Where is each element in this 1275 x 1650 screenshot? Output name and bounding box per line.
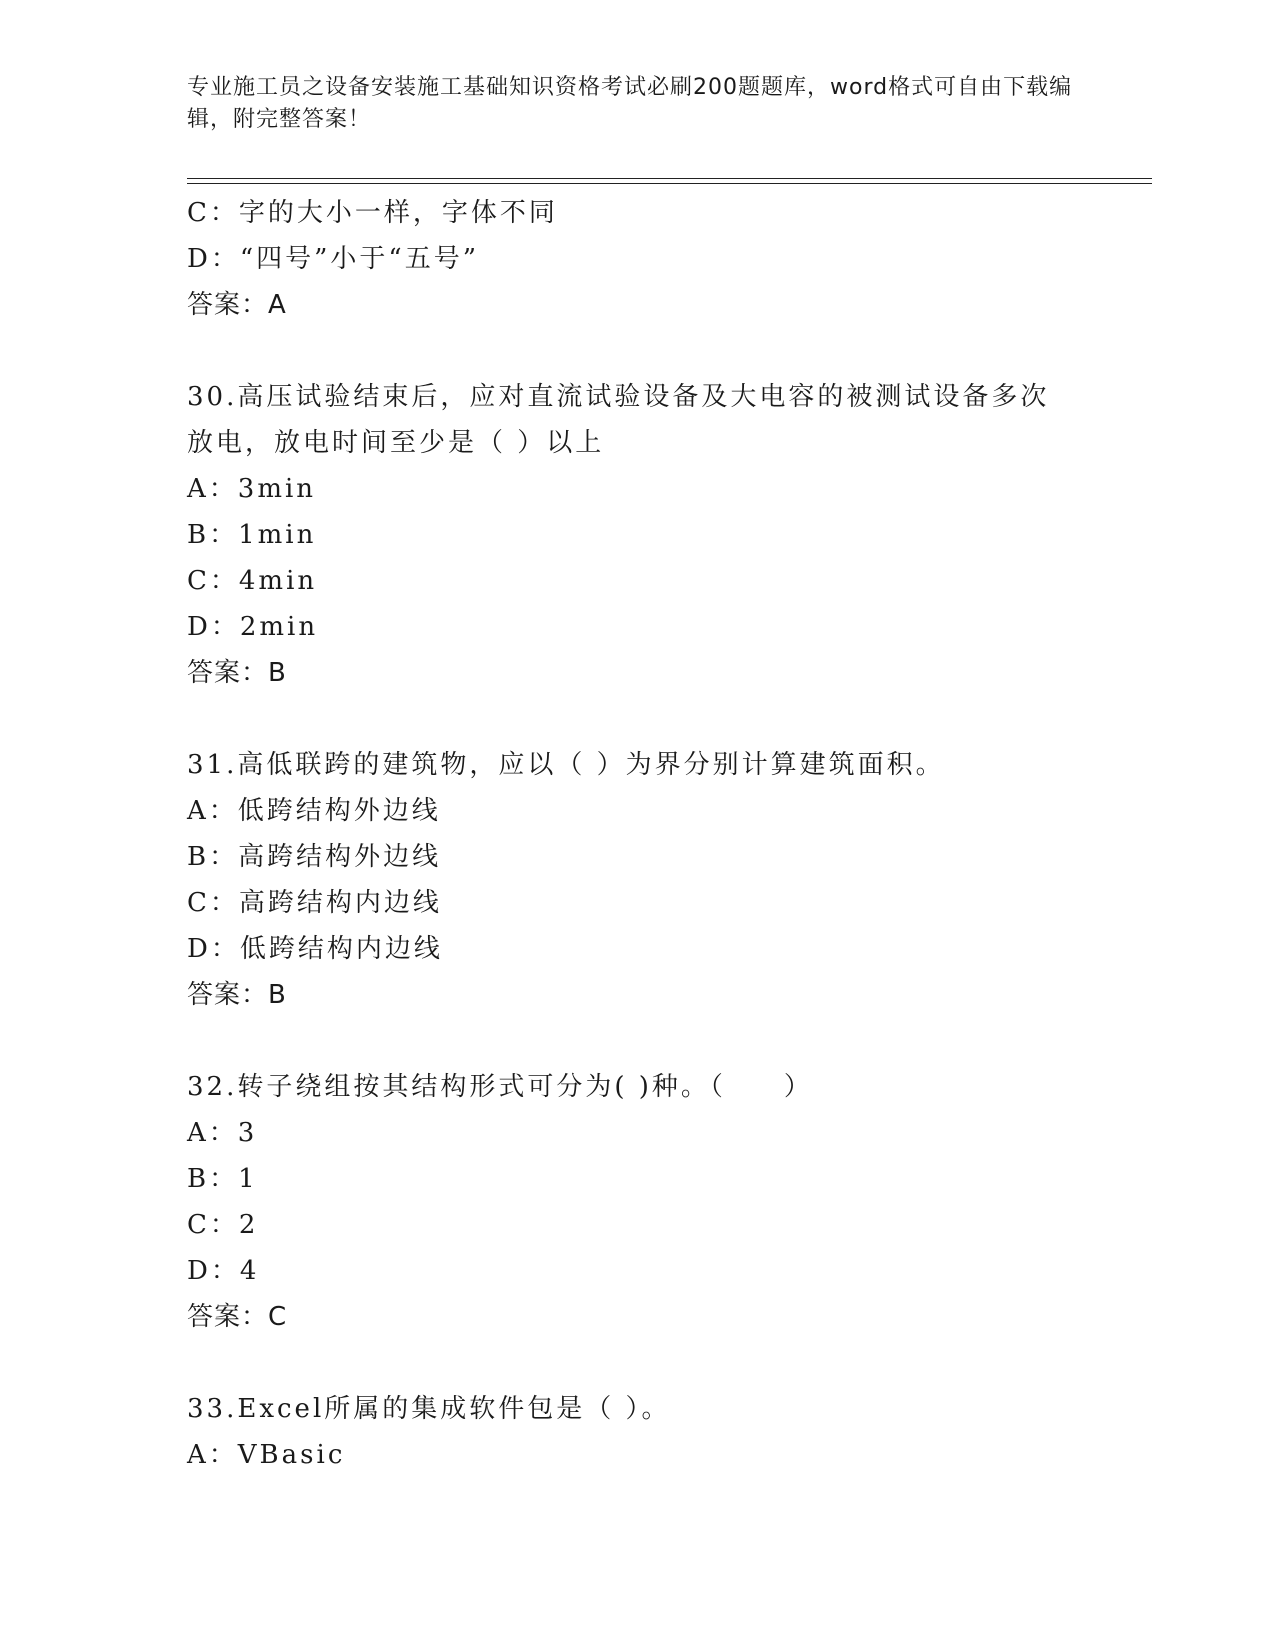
option-d: D：低跨结构内边线 [187, 934, 443, 964]
question-text: 33.Excel所属的集成软件包是（ ）。 [187, 1394, 671, 1424]
spacer [187, 328, 1087, 374]
answer-line: 答案：B [187, 980, 287, 1010]
question-text: 32.转子绕组按其结构形式可分为( )种。（ ） [187, 1072, 813, 1102]
option-d: D：4 [187, 1256, 260, 1286]
header-divider-top [187, 178, 1152, 179]
spacer [187, 1340, 1087, 1386]
option-b: B：1 [187, 1164, 258, 1194]
spacer [187, 1018, 1087, 1064]
answer-line: 答案：C [187, 1302, 288, 1332]
answer-line: 答案：A [187, 290, 287, 320]
option-b: B：高跨结构外边线 [187, 842, 442, 872]
option-c: C：高跨结构内边线 [187, 888, 442, 918]
option-b: B：1min [187, 520, 317, 550]
option-a: A：3 [187, 1118, 258, 1148]
spacer [187, 696, 1087, 742]
option-d: D：“四号”小于“五号” [187, 244, 480, 274]
option-a: A：3min [187, 474, 317, 504]
header-divider-bottom [187, 183, 1152, 184]
option-a: A：VBasic [187, 1440, 346, 1470]
question-text: 31.高低联跨的建筑物，应以（ ）为界分别计算建筑面积。 [187, 750, 945, 780]
document-header: 专业施工员之设备安装施工基础知识资格考试必刷200题题库，word格式可自由下载编辑，附完整答案！ [187, 75, 1073, 132]
option-d: D：2min [187, 612, 319, 642]
option-a: A：低跨结构外边线 [187, 796, 441, 826]
option-c: C：2 [187, 1210, 259, 1240]
answer-line: 答案：B [187, 658, 287, 688]
option-c: C：字的大小一样，字体不同 [187, 198, 558, 228]
question-list [187, 190, 1087, 1478]
question-text: 30.高压试验结束后，应对直流试验设备及大电容的被测试设备多次放电，放电时间至少是（ ）以上 [187, 382, 1050, 458]
option-c: C：4min [187, 566, 318, 596]
